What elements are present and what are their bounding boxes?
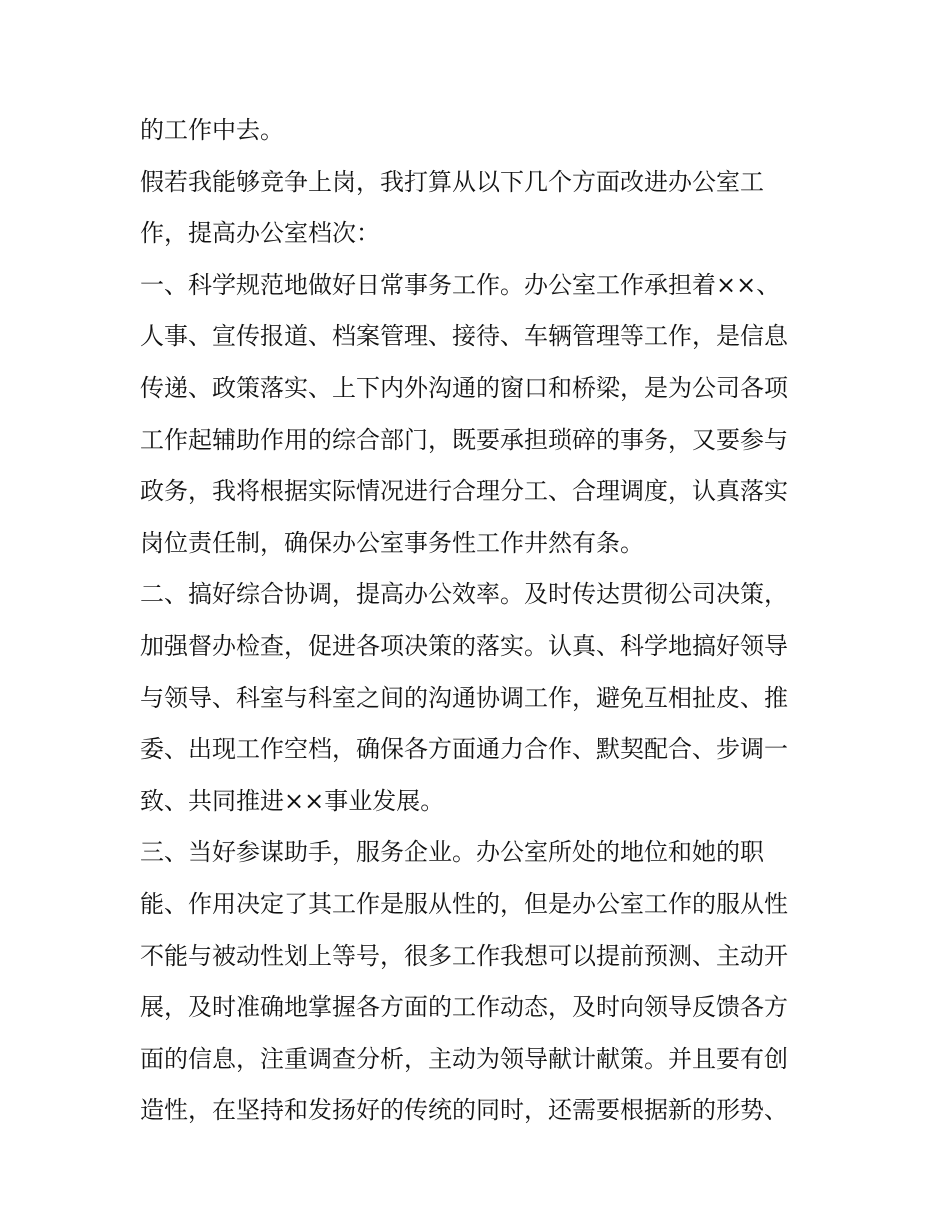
text-line: 政务，我将根据实际情况进行合理分工、合理调度，认真落实 [140,477,788,506]
text-line: 与领导、科室与科室之间的沟通协调工作，避免互相扯皮、推 [140,683,788,712]
text-line: 展，及时准确地掌握各方面的工作动态，及时向领导反馈各方 [140,993,788,1022]
text-line: 不能与被动性划上等号，很多工作我想可以提前预测、主动开 [140,941,788,970]
document-body [140,108,820,1140]
text-line: 加强督办检查，促进各项决策的落实。认真、科学地搞好领导 [140,631,788,660]
text-line: 委、出现工作空档，确保各方面通力合作、默契配合、步调一 [140,735,788,764]
text-line: 面的信息，注重调查分析，主动为领导献计献策。并且要有创 [140,1044,788,1073]
text-line: 致、共同推进××事业发展。 [140,786,445,815]
text-line: 工作起辅助作用的综合部门，既要承担琐碎的事务，又要参与 [140,425,788,454]
text-line: 传递、政策落实、上下内外沟通的窗口和桥梁，是为公司各项 [140,373,788,402]
text-line: 假若我能够竞争上岗，我打算从以下几个方面改进办公室工 [140,167,764,196]
text-line: 一、科学规范地做好日常事务工作。办公室工作承担着××、 [140,270,781,299]
text-line: 造性，在坚持和发扬好的传统的同时，还需要根据新的形势、 [140,1096,788,1125]
text-line: 岗位责任制，确保办公室事务性工作井然有条。 [140,528,644,557]
text-line: 能、作用决定了其工作是服从性的，但是办公室工作的服从性 [140,889,788,918]
text-line: 的工作中去。 [140,116,284,144]
text-line: 三、当好参谋助手，服务企业。办公室所处的地位和她的职 [140,838,764,867]
text-line: 作，提高办公室档次： [140,219,380,248]
text-line: 人事、宣传报道、档案管理、接待、车辆管理等工作，是信息 [140,322,788,351]
text-line: 二、搞好综合协调，提高办公效率。及时传达贯彻公司决策， [140,580,788,609]
